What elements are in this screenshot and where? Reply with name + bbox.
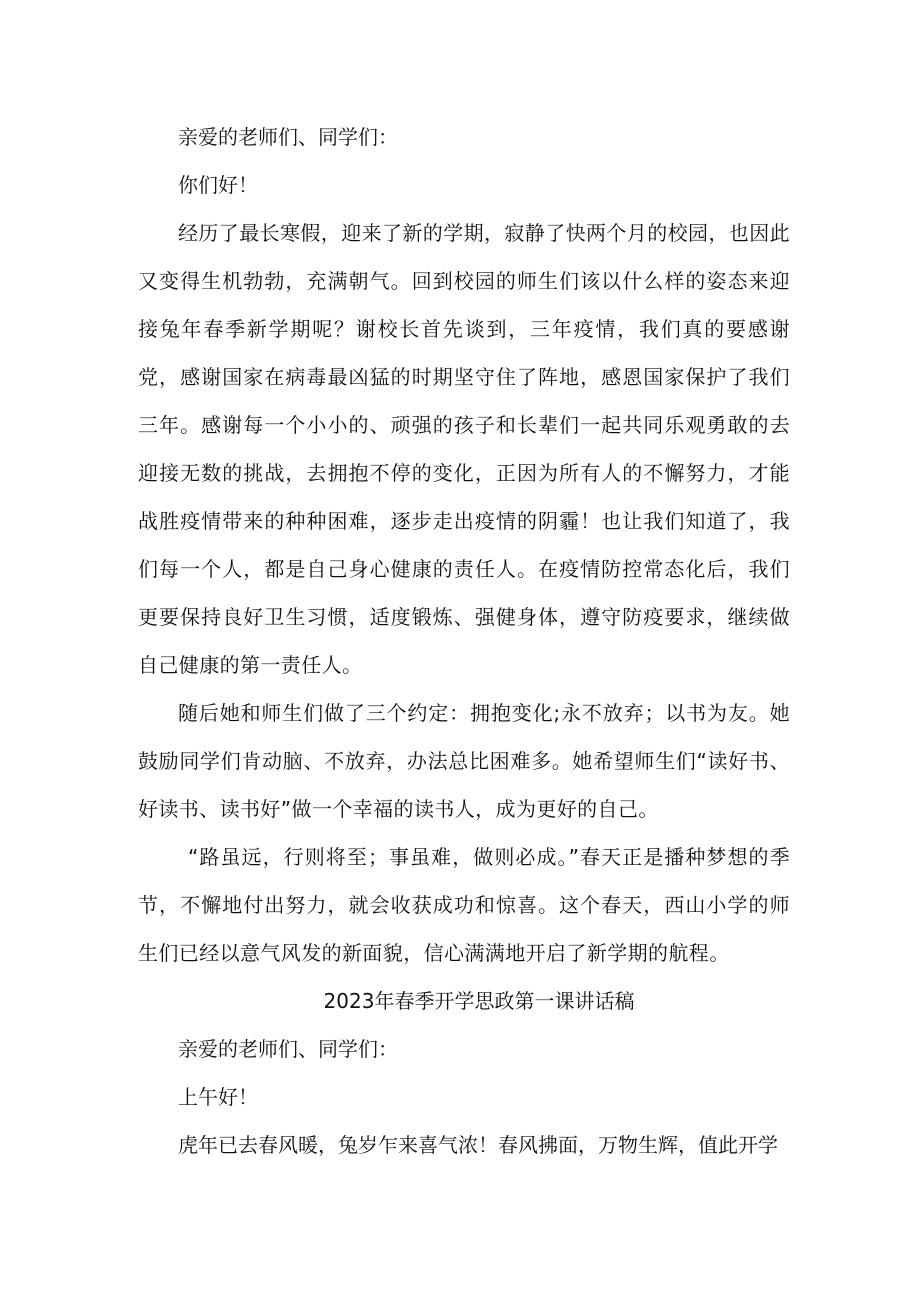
body-paragraph-4: 虎年已去春风暖，兔岁乍来喜气浓！春风拂面，万物生辉，值此开学: [178, 1133, 778, 1157]
body-paragraph-1: 经历了最长寒假，迎来了新的学期，寂静了快两个月的校园，也因此又变得生机勃勃，充满朝气。回到校园的师生们该以什么样的姿态来迎接兔年春季新学期呢？谢校长首先谈到，三年疫情，我们真的要感谢党，感谢国家在病毒最凶猛的时期坚守住了阵地，感恩国家保护了我们三年。感谢每一个小小的、顽强的孩子和长辈们一起共同乐观勇敢的去迎接无数的挑战，去拥抱不停的变化，正因为所有人的不懈努力，才能战胜疫情带来的种种困难，逐步走出疫情的阴霾！也让我们知道了，我们每一个人，都是自己身心健康的责任人。在疫情防控常态化后，我们更要保持良好卫生习惯，适度锻炼、强健身体，遵守防疫要求，继续做自己健康的第一责任人。: [138, 221, 790, 677]
body-paragraph-2: 随后她和师生们做了三个约定：拥抱变化;永不放弃；以书为友。她鼓励同学们肯动脑、不放弃，办法总比困难多。她希望师生们“读好书、好读书、读书好”做一个幸福的读书人，成为更好的自己。: [138, 701, 790, 821]
greeting-line: 亲爱的老师们、同学们：: [178, 125, 398, 149]
greeting-line-2: 亲爱的老师们、同学们：: [178, 1037, 398, 1061]
section-title: 2023年春季开学思政第一课讲话稿: [323, 989, 635, 1013]
body-paragraph-3: “路虽远，行则将至；事虽难，做则必成。”春天正是播种梦想的季节，不懈地付出努力，就会收获成功和惊喜。这个春天，西山小学的师生们已经以意气风发的新面貌，信心满满地开启了新学期的航程。: [138, 845, 790, 965]
document-body: [138, 113, 790, 1169]
salutation-line-2: 上午好！: [178, 1085, 258, 1109]
salutation-line: 你们好！: [178, 173, 258, 197]
